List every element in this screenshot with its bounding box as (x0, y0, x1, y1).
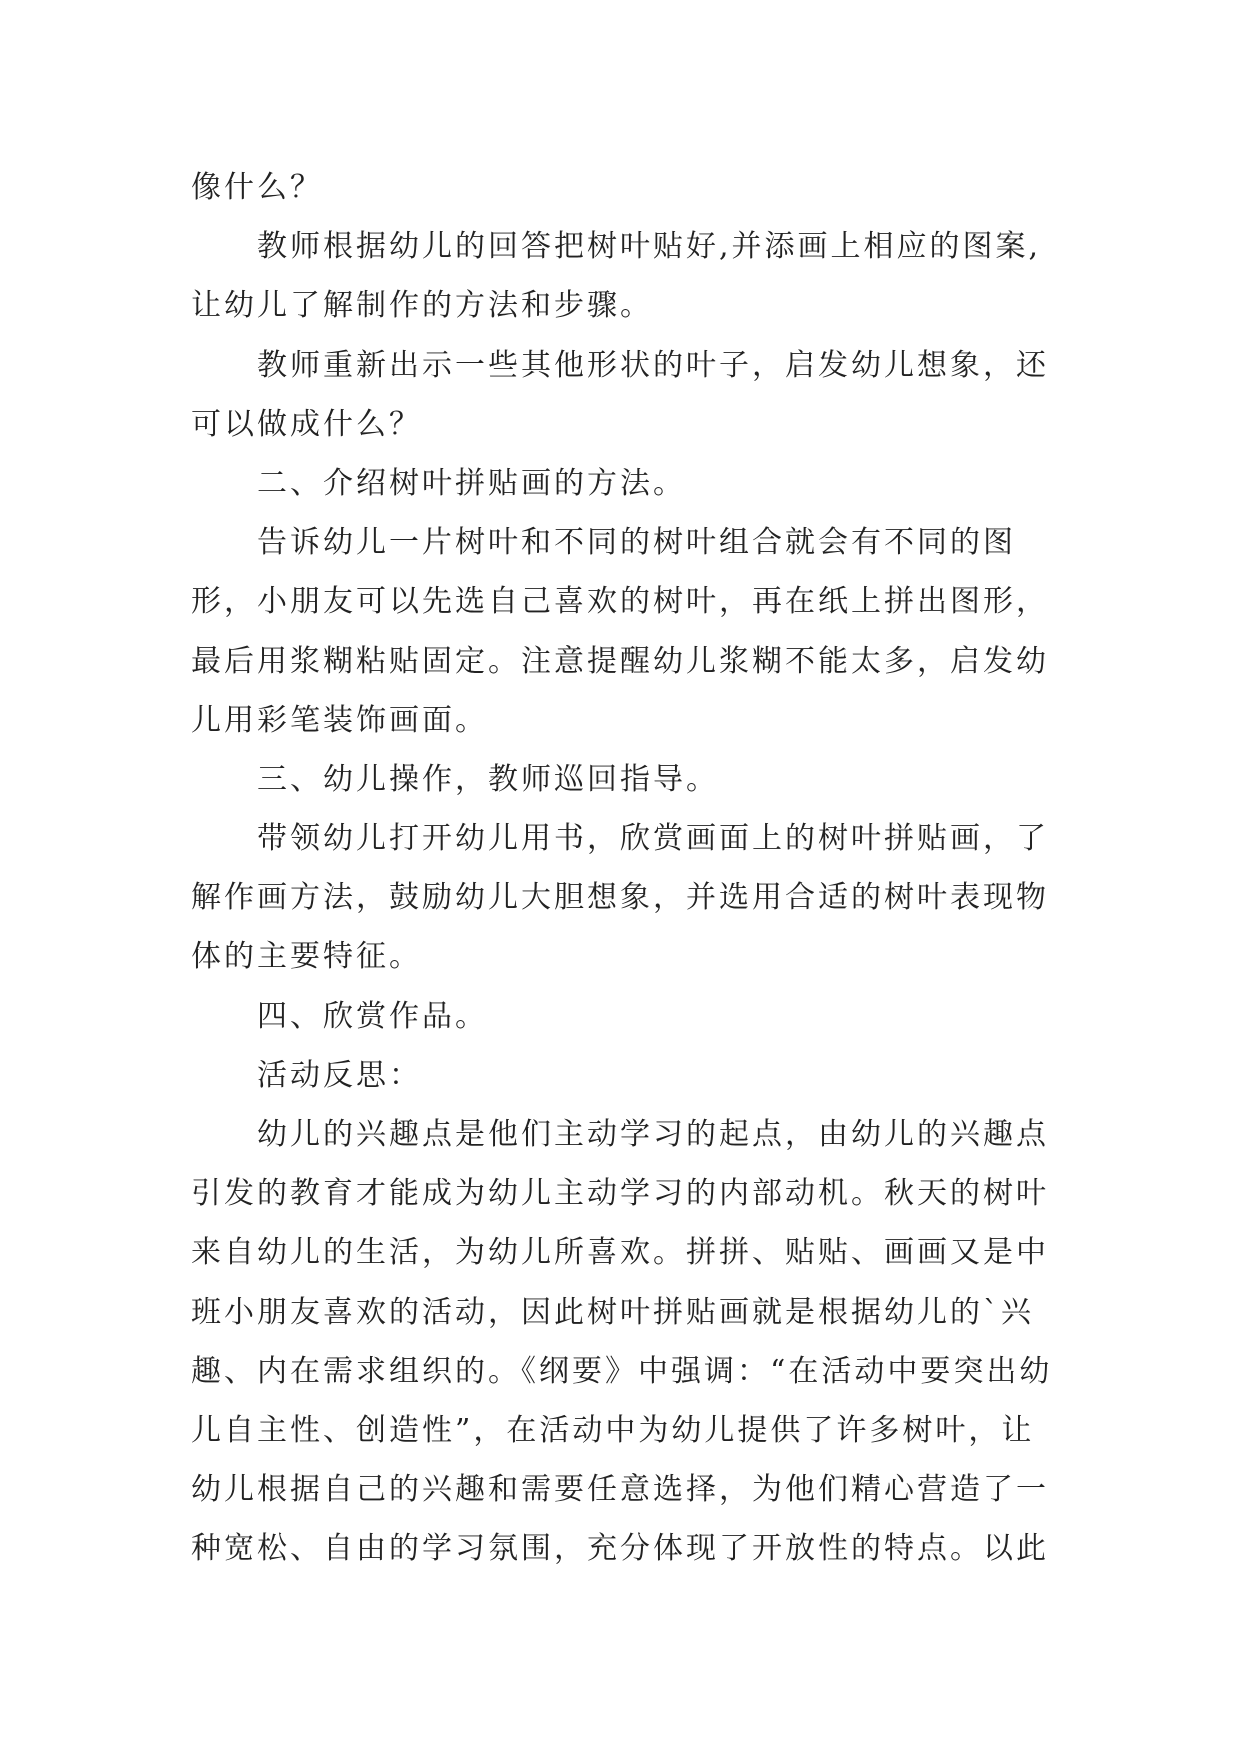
text-line: 趣、内在需求组织的。《纲要》中强调：“在活动中要突出幼 (191, 1353, 1053, 1389)
text-line: 教师根据幼儿的回答把树叶贴好,并添画上相应的图案, (257, 229, 1042, 265)
text-line: 引发的教育才能成为幼儿主动学习的内部动机。秋天的树叶 (191, 1176, 1049, 1212)
text-line: 二、介绍树叶拼贴画的方法。 (257, 465, 686, 501)
text-line: 可以做成什么？ (191, 406, 422, 442)
text-line: 来自幼儿的生活，为幼儿所喜欢。拼拼、贴贴、画画又是中 (191, 1235, 1049, 1271)
text-line: 体的主要特征。 (191, 939, 422, 975)
text-line: 告诉幼儿一片树叶和不同的树叶组合就会有不同的图 (257, 525, 1016, 561)
text-line: 让幼儿了解制作的方法和步骤。 (191, 288, 653, 324)
text-line: 形，小朋友可以先选自己喜欢的树叶，再在纸上拼出图形， (191, 584, 1049, 620)
text-line: 像什么？ (191, 170, 323, 205)
text-line: 幼儿的兴趣点是他们主动学习的起点，由幼儿的兴趣点 (257, 1117, 1049, 1152)
text-line: 带领幼儿打开幼儿用书，欣赏画面上的树叶拼贴画，了 (257, 821, 1049, 857)
text-line: 解作画方法，鼓励幼儿大胆想象，并选用合适的树叶表现物 (191, 880, 1049, 916)
text-line: 活动反思： (257, 1057, 422, 1093)
text-line: 幼儿根据自己的兴趣和需要任意选择，为他们精心营造了一 (191, 1472, 1049, 1508)
text-line: 教师重新出示一些其他形状的叶子，启发幼儿想象，还 (257, 347, 1049, 383)
text-line: 儿自主性、创造性”，在活动中为幼儿提供了许多树叶，让 (191, 1412, 1035, 1448)
text-line: 三、幼儿操作，教师巡回指导。 (257, 761, 719, 797)
document-body (191, 158, 1051, 1579)
text-line: 种宽松、自由的学习氛围，充分体现了开放性的特点。以此 (191, 1531, 1049, 1567)
text-line: 班小朋友喜欢的活动，因此树叶拼贴画就是根据幼儿的`兴 (191, 1294, 1034, 1330)
text-line: 最后用浆糊粘贴固定。注意提醒幼儿浆糊不能太多，启发幼 (191, 643, 1049, 679)
text-line: 儿用彩笔装饰画面。 (191, 702, 488, 738)
text-line: 四、欣赏作品。 (257, 998, 488, 1034)
